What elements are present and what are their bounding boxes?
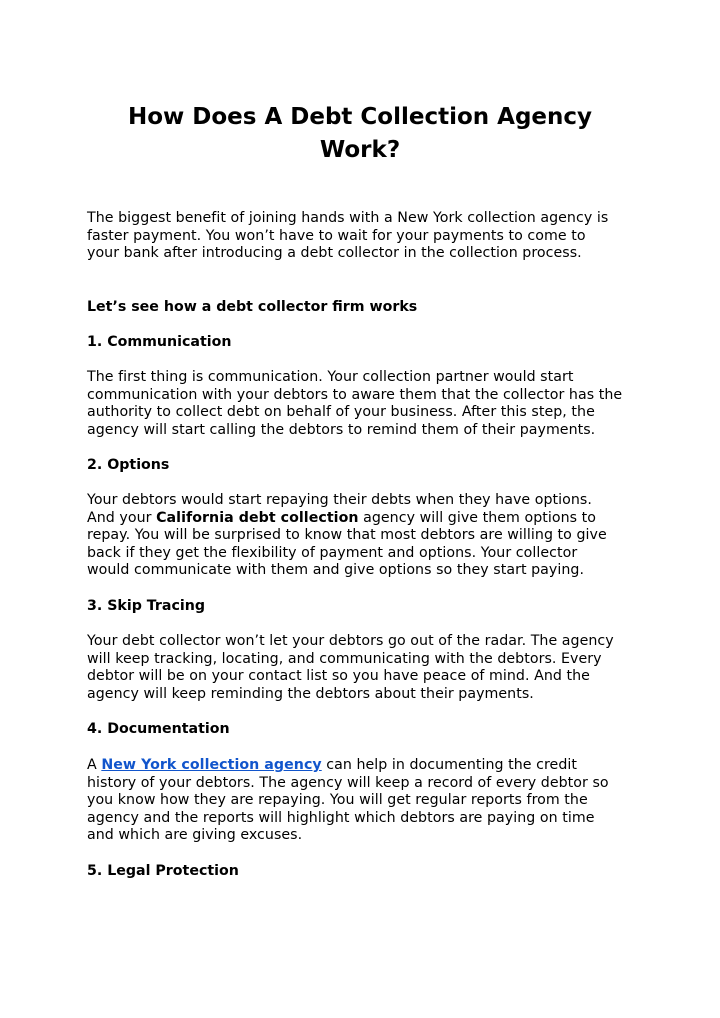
- paragraph-line: and which are giving excuses.: [87, 827, 303, 844]
- paragraph-line: agency will start calling the debtors to remind them of their payments.: [87, 421, 596, 438]
- intro-line-3: your bank after introducing a debt collector in the collection process.: [87, 245, 582, 262]
- paragraph-line: repay. You will be surprised to know that most debtors are willing to give: [87, 527, 607, 544]
- section-paragraph-options: [87, 492, 647, 580]
- paragraph-line: will keep tracking, locating, and communicating with the debtors. Every: [87, 650, 602, 667]
- paragraph-line: communication with your debtors to aware them that the collector has the: [87, 386, 623, 403]
- text-run: can help in documenting the credit: [321, 757, 577, 773]
- section-paragraph-skip-tracing: [87, 633, 647, 703]
- subheading: Let’s see how a debt collector firm works: [87, 299, 418, 315]
- paragraph-line: agency and the reports will highlight which debtors are paying on time: [87, 809, 595, 826]
- text-run: A: [87, 757, 102, 773]
- paragraph-line: authority to collect debt on behalf of your business. After this step, the: [87, 404, 595, 421]
- paragraph-line: would communicate with them and give options so they start paying.: [87, 562, 585, 579]
- page-title: [60, 101, 660, 167]
- section-heading-communication: 1. Communication: [87, 334, 232, 350]
- section-heading-legal-protection: 5. Legal Protection: [87, 863, 239, 879]
- paragraph-line: debtor will be on your contact list so you have peace of mind. And the: [87, 668, 590, 685]
- paragraph-line: agency will keep reminding the debtors about their payments.: [87, 685, 534, 702]
- title-line-2: Work?: [319, 137, 401, 163]
- paragraph-line: [87, 757, 647, 775]
- section-heading-documentation: 4. Documentation: [87, 721, 230, 737]
- paragraph-line: history of your debtors. The agency will keep a record of every debtor so: [87, 774, 609, 791]
- text-run: And your: [87, 509, 157, 526]
- paragraph-line: Your debtors would start repaying their debts when they have options.: [87, 492, 592, 508]
- intro-line-1: The biggest benefit of joining hands with a New York collection agency is: [87, 210, 609, 226]
- text-run: agency will give them options to: [358, 509, 596, 526]
- paragraph-line: The first thing is communication. Your collection partner would start: [87, 369, 574, 385]
- paragraph-line: [87, 510, 647, 528]
- intro-paragraph: [87, 210, 647, 263]
- new-york-collection-agency-link[interactable]: New York collection agency: [101, 757, 322, 773]
- section-heading-skip-tracing: 3. Skip Tracing: [87, 598, 206, 614]
- section-paragraph-documentation: [87, 757, 647, 845]
- section-heading-options: 2. Options: [87, 457, 170, 473]
- title-line-1: How Does A Debt Collection Agency: [127, 104, 593, 130]
- paragraph-line: back if they get the flexibility of payment and options. Your collector: [87, 544, 578, 561]
- section-paragraph-communication: [87, 369, 647, 439]
- paragraph-line: you know how they are repaying. You will get regular reports from the: [87, 792, 588, 809]
- intro-line-2: faster payment. You won’t have to wait for your payments to come to: [87, 227, 586, 244]
- california-debt-collection-bold: California debt collection: [156, 509, 359, 526]
- paragraph-line: Your debt collector won’t let your debtors go out of the radar. The agency: [87, 633, 614, 649]
